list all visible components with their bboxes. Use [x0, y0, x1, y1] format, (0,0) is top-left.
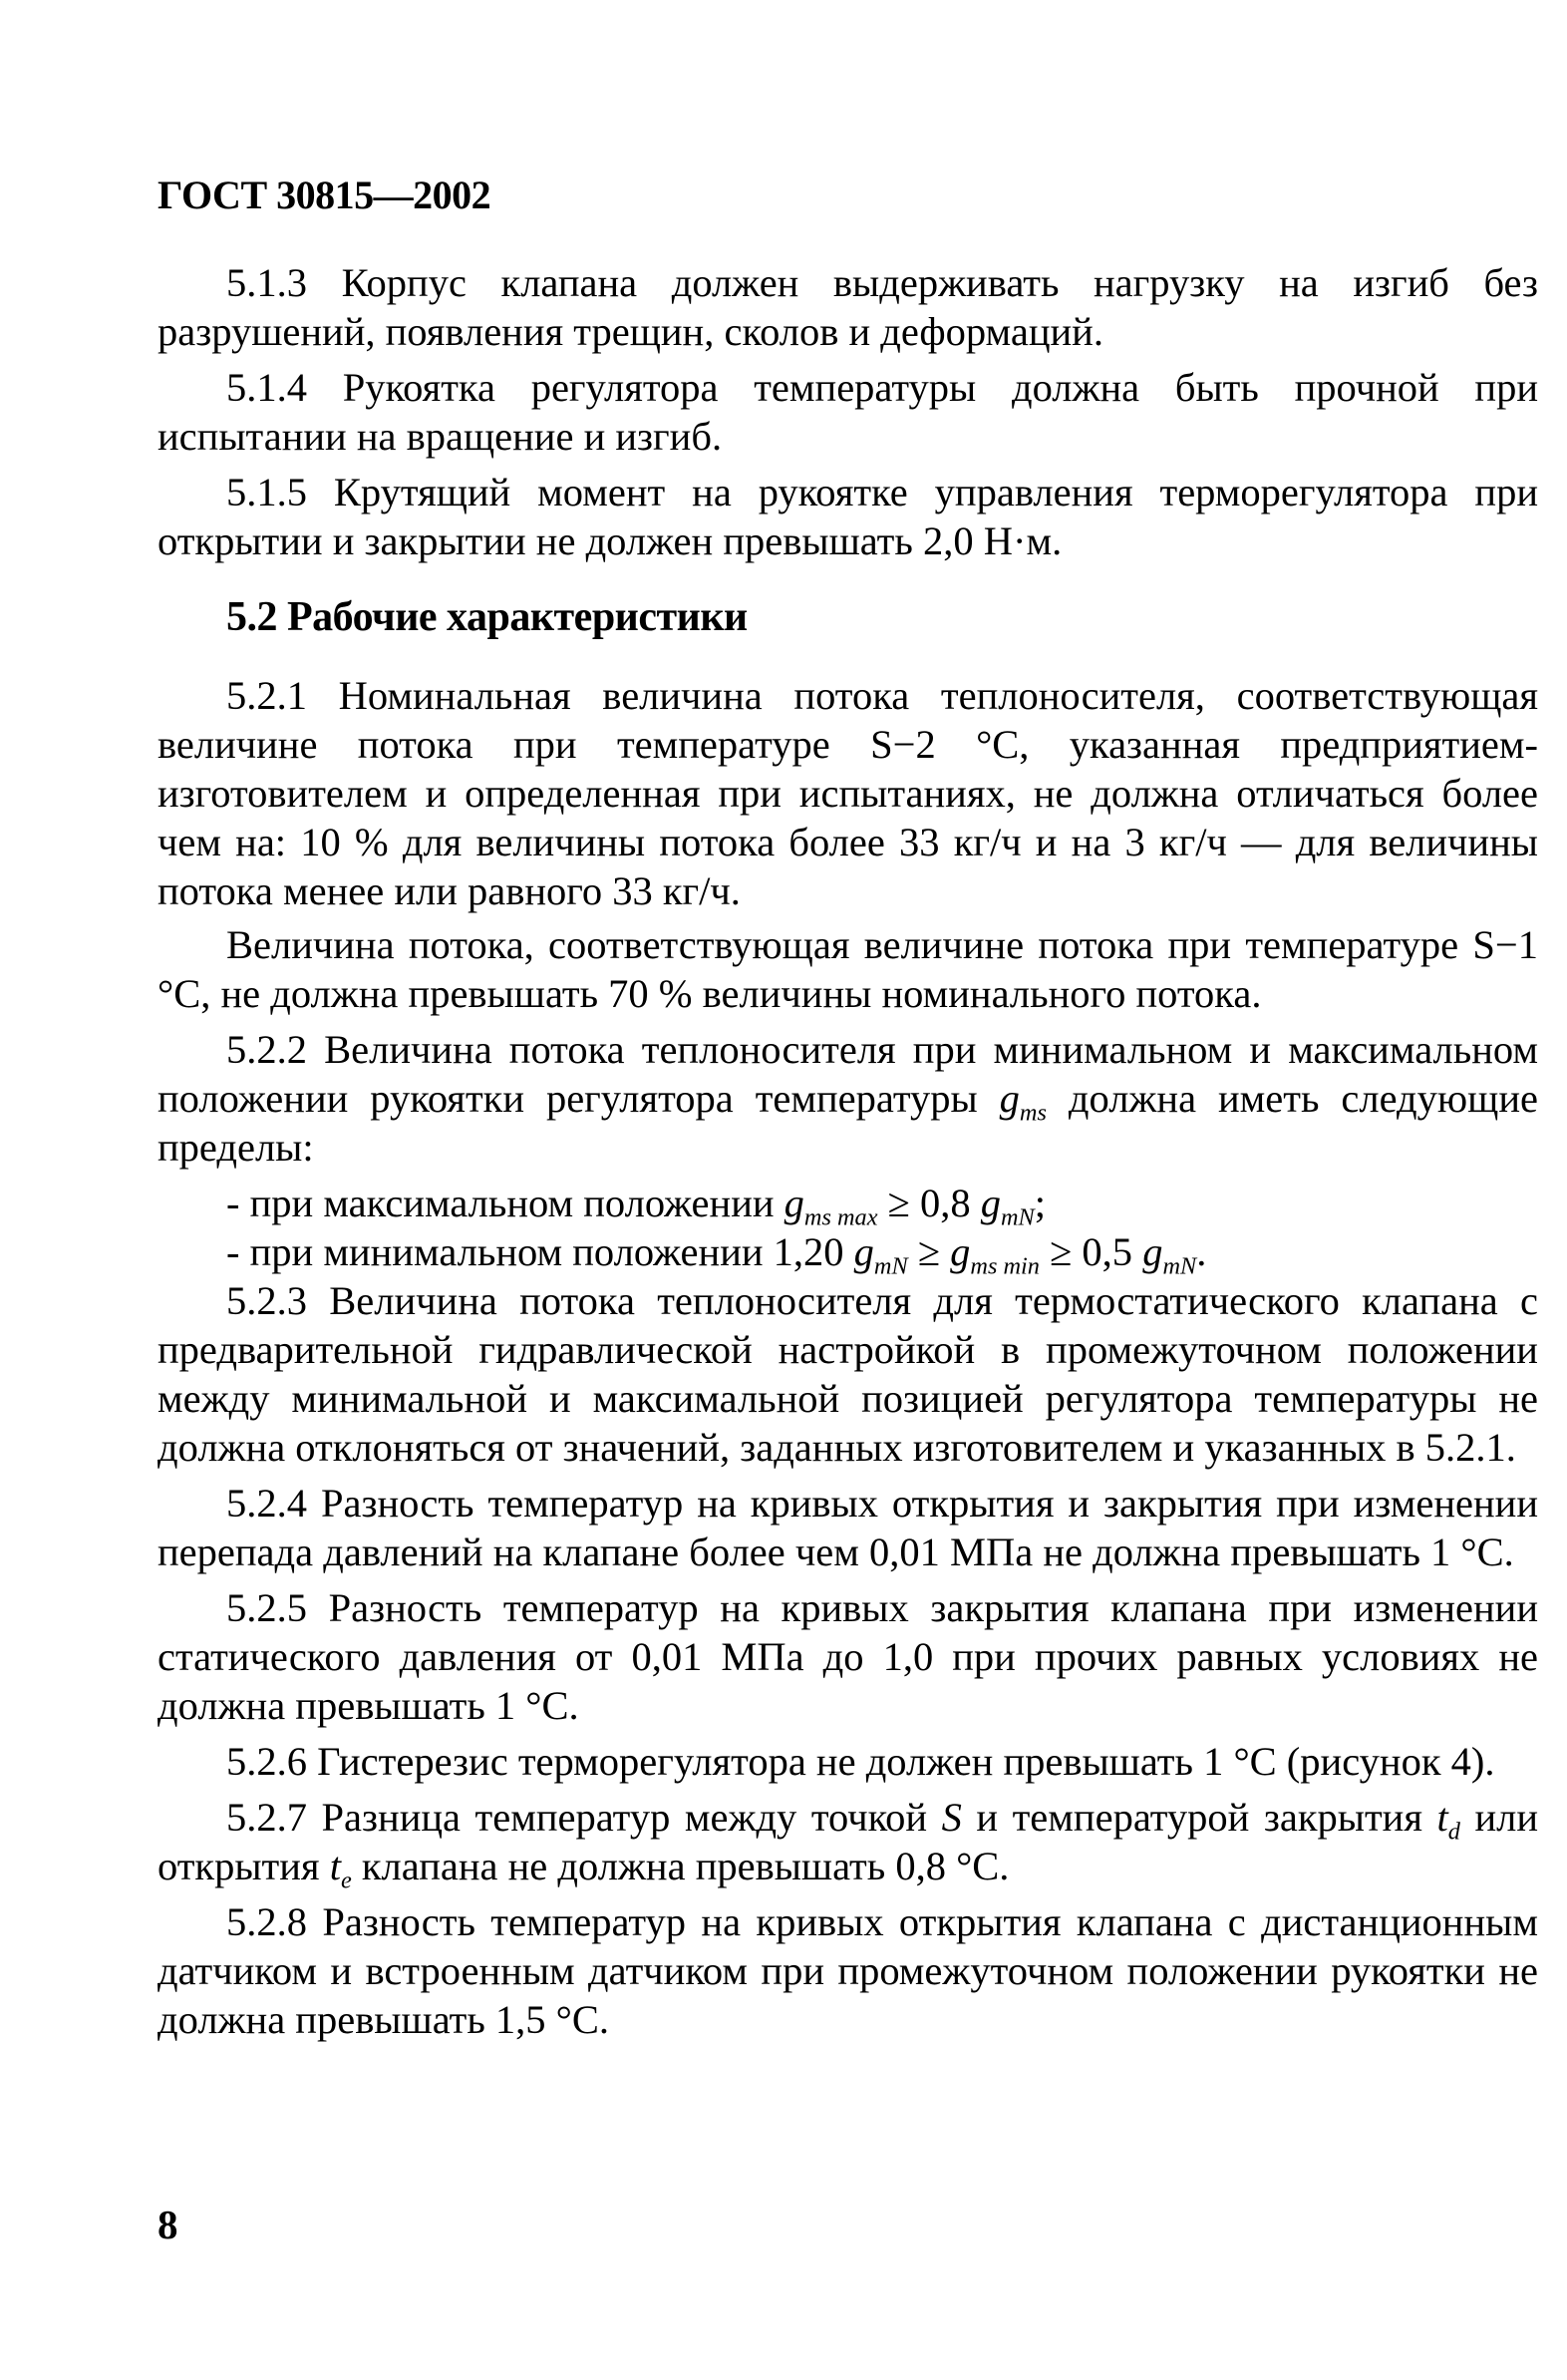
- limit-max-line: [157, 1179, 1538, 1231]
- limit-max-g2: g: [980, 1181, 1001, 1225]
- paragraph-5-1-3: 5.1.3 Корпус клапана должен выдерживать нагрузку на изгиб без разрушений, появления трещин, сколов и деформаций.: [157, 260, 1538, 354]
- paragraph-5-2-7: [157, 1793, 1539, 1894]
- document-page: [157, 150, 1538, 2051]
- limit-min-line: [157, 1227, 1538, 1280]
- limit-max-rel: ≥ 0,8: [877, 1181, 981, 1225]
- paragraph-5-2-6: 5.2.6 Гистерезис терморегулятора не должен превышать 1 °С (рисунок 4).: [226, 1739, 1495, 1784]
- paragraph-5-2-7-text-b: и температурой закрытия: [961, 1795, 1437, 1840]
- gms-variable: [999, 1076, 1047, 1127]
- limit-max-g2-sub: mN: [1000, 1203, 1035, 1231]
- te-symbol: t: [329, 1844, 341, 1888]
- td-subscript: d: [1447, 1818, 1460, 1846]
- paragraph-5-2-7-text-a: 5.2.7 Разница температур между точкой: [226, 1795, 942, 1840]
- page-number: 8: [157, 2202, 178, 2247]
- limit-max-g1-sub: ms max: [803, 1203, 878, 1231]
- limit-min-g3: g: [1142, 1229, 1163, 1274]
- paragraph-5-2-7-text-d: клапана не должна превышать 0,8 °С.: [351, 1844, 1010, 1888]
- document-code-header: ГОСТ 30815—2002: [157, 172, 491, 217]
- paragraph-5-2-3: 5.2.3 Величина потока теплоносителя для термостатического клапана с предварительной гидравлической настройкой в промежуточном положении между минимальной и максимальной позицией регулятора температуры не должна отклоняться от значений, заданных изготовителем и указанных в 5.2.1.: [157, 1278, 1538, 1470]
- paragraph-5-2-2-text-a: 5.2.2 Величина потока теплоносителя при минимальном и максимальном положении рукоятки регулятора температуры: [157, 1027, 1538, 1121]
- limit-min-g1: g: [853, 1229, 874, 1274]
- paragraph-5-1-5: 5.1.5 Крутящий момент на рукоятке управления терморегулятора при открытии и закрытии не должен превышать 2,0 Н·м.: [157, 470, 1538, 563]
- limit-min-prefix: - при минимальном положении 1,20: [226, 1229, 854, 1274]
- paragraph-5-2-1: 5.2.1 Номинальная величина потока теплоносителя, соответствующая величине потока при температуре S−2 °С, указанная предприятием-изготовителем и определенная при испытаниях, не должна отличаться более чем на: 10 % для величины потока более 33 кг/ч и на 3 кг/ч — для величины потока менее или равного 33 кг/ч.: [157, 673, 1538, 913]
- limit-min-rel2: ≥ 0,5: [1039, 1229, 1143, 1274]
- limit-max-prefix: - при максимальном положении: [226, 1181, 784, 1225]
- s-point-symbol: S: [941, 1795, 962, 1840]
- limit-max-end: ;: [1034, 1181, 1046, 1225]
- limit-min-rel1: ≥: [907, 1229, 951, 1274]
- section-title-5-2: 5.2 Рабочие характеристики: [226, 594, 748, 640]
- paragraph-5-2-2-text-b: должна иметь следующие пределы:: [157, 1076, 1538, 1170]
- limit-min-g3-sub: mN: [1162, 1252, 1197, 1280]
- limit-min-g2-sub: ms min: [970, 1252, 1040, 1280]
- gms-subscript: ms: [1019, 1099, 1047, 1127]
- te-subscript: e: [340, 1867, 352, 1894]
- gms-symbol: g: [999, 1076, 1020, 1121]
- limit-max-g1: g: [784, 1181, 804, 1225]
- paragraph-5-2-2: [157, 1025, 1538, 1172]
- td-symbol: t: [1436, 1795, 1448, 1840]
- paragraph-5-2-5: 5.2.5 Разность температур на кривых закрытия клапана при изменении статического давления от 0,01 МПа до 1,0 при прочих равных условиях не должна превышать 1 °С.: [157, 1585, 1538, 1728]
- paragraph-5-2-4: 5.2.4 Разность температур на кривых открытия и закрытия при изменении перепада давлений на клапане более чем 0,01 МПа не должна превышать 1 °С.: [157, 1481, 1538, 1574]
- paragraph-5-1-4: 5.1.4 Рукоятка регулятора температуры должна быть прочной при испытании на вращение и изгиб.: [157, 365, 1538, 459]
- paragraph-5-2-1-continuation: Величина потока, соответствующая величине потока при температуре S−1 °С, не должна превышать 70 % величины номинального потока.: [157, 922, 1538, 1016]
- paragraph-5-2-8: 5.2.8 Разность температур на кривых открытия клапана с дистанционным датчиком и встроенным датчиком при промежуточном положении рукоятки не должна превышать 1,5 °С.: [157, 1899, 1538, 2042]
- limit-min-g1-sub: mN: [873, 1252, 908, 1280]
- limit-min-end: .: [1196, 1229, 1207, 1274]
- paragraph-5-2-7-text-c: или открытия: [157, 1795, 1539, 1888]
- limit-min-g2: g: [950, 1229, 971, 1274]
